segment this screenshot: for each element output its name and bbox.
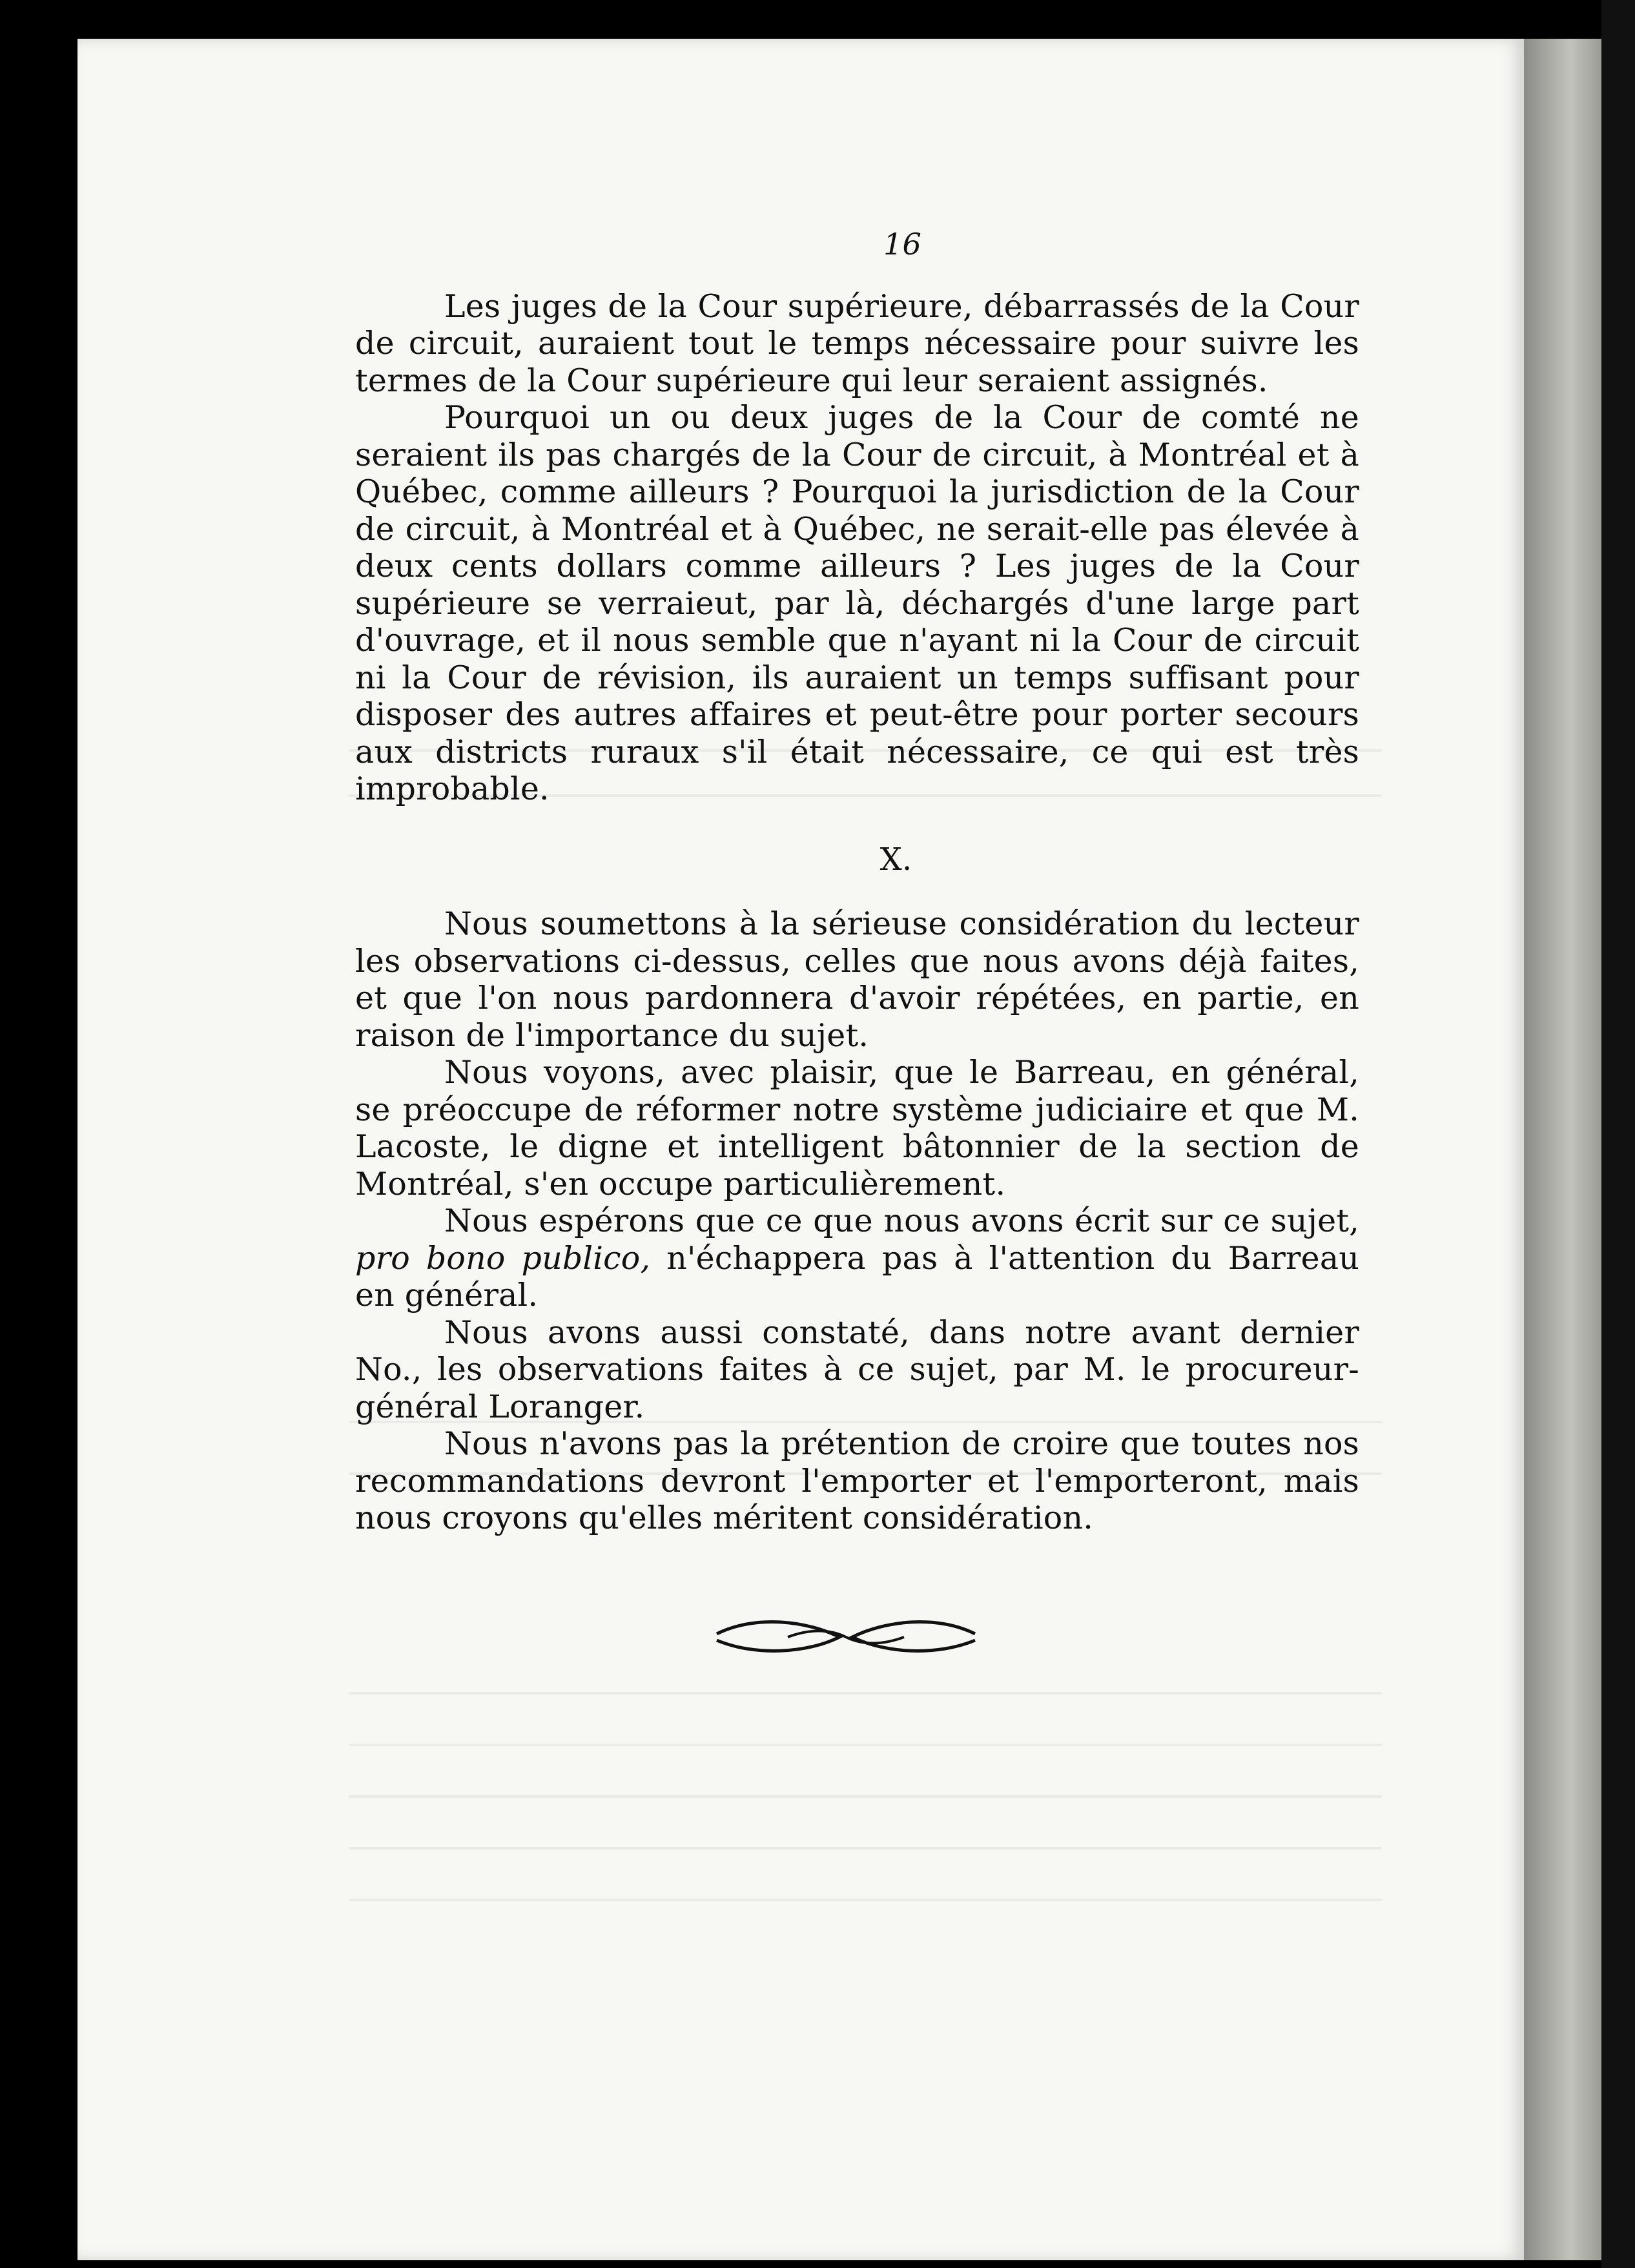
paragraph: Les juges de la Cour supérieure, débarrassés de la Cour de circuit, auraient tout le temps nécessaire pour suivre les termes de la Cour supérieure qui leur seraient assignés. [355, 287, 1359, 399]
paragraph: Nous n'avons pas la prétention de croire que toutes nos recommandations devront l'emporter et l'emporteront, mais nous croyons qu'elles méritent considération. [355, 1425, 1359, 1536]
page-text [355, 226, 1359, 1537]
paragraph: Nous soumettons à la sérieuse considération du lecteur les observations ci-dessus, celles que nous avons déjà faites, et que l'on nous pardonnera d'avoir répétées, en partie, en raison de l'importance du sujet. [355, 905, 1359, 1054]
bleed-through-line [349, 1847, 1382, 1850]
bleed-through-line [349, 1744, 1382, 1746]
flourish-ornament-icon [710, 1614, 982, 1660]
paragraph: Nous voyons, avec plaisir, que le Barreau, en général, se préoccupe de réformer notre système judiciaire et que M. Lacoste, le digne et intelligent bâtonnier de la section de Montréal, s'en occupe particulièrement. [355, 1054, 1359, 1202]
italic-phrase: pro bono publico, [355, 1239, 651, 1277]
paragraph-text: Nous espérons que ce que nous avons écrit sur ce sujet, [444, 1202, 1359, 1239]
page-number: 16 [883, 227, 921, 262]
bleed-through-line [349, 1899, 1382, 1901]
book-spine [1524, 39, 1601, 2260]
paragraph: Nous avons aussi constaté, dans notre avant dernier No., les observations faites à ce sujet, par M. le procureur-général Loranger. [355, 1314, 1359, 1425]
paragraph [355, 1202, 1359, 1314]
bleed-through-line [349, 1795, 1382, 1798]
section-heading: X. [879, 841, 912, 878]
paragraph-text: n'échappera pas à l'attention du Barreau en général. [355, 1239, 1360, 1314]
scan-border-right [1601, 0, 1635, 2268]
bleed-through-line [349, 1692, 1382, 1695]
paragraph: Pourquoi un ou deux juges de la Cour de comté ne seraient ils pas chargés de la Cour de circuit, à Montréal et à Québec, comme ailleurs ? Pourquoi la jurisdiction de la Cour de circuit, à Montréal et à Québec, ne serait-elle pas élevée à deux cents dollars comme ailleurs ? Les juges de la Cour supérieure se verraieut, par là, déchargés d'une large part d'ouvrage, et il nous semble que n'ayant ni la Cour de circuit ni la Cour de révision, ils auraient un temps suffisant pour disposer des autres affaires et peut-être pour porter secours aux districts ruraux s'il était nécessaire, ce qui est très improbable. [355, 399, 1359, 807]
